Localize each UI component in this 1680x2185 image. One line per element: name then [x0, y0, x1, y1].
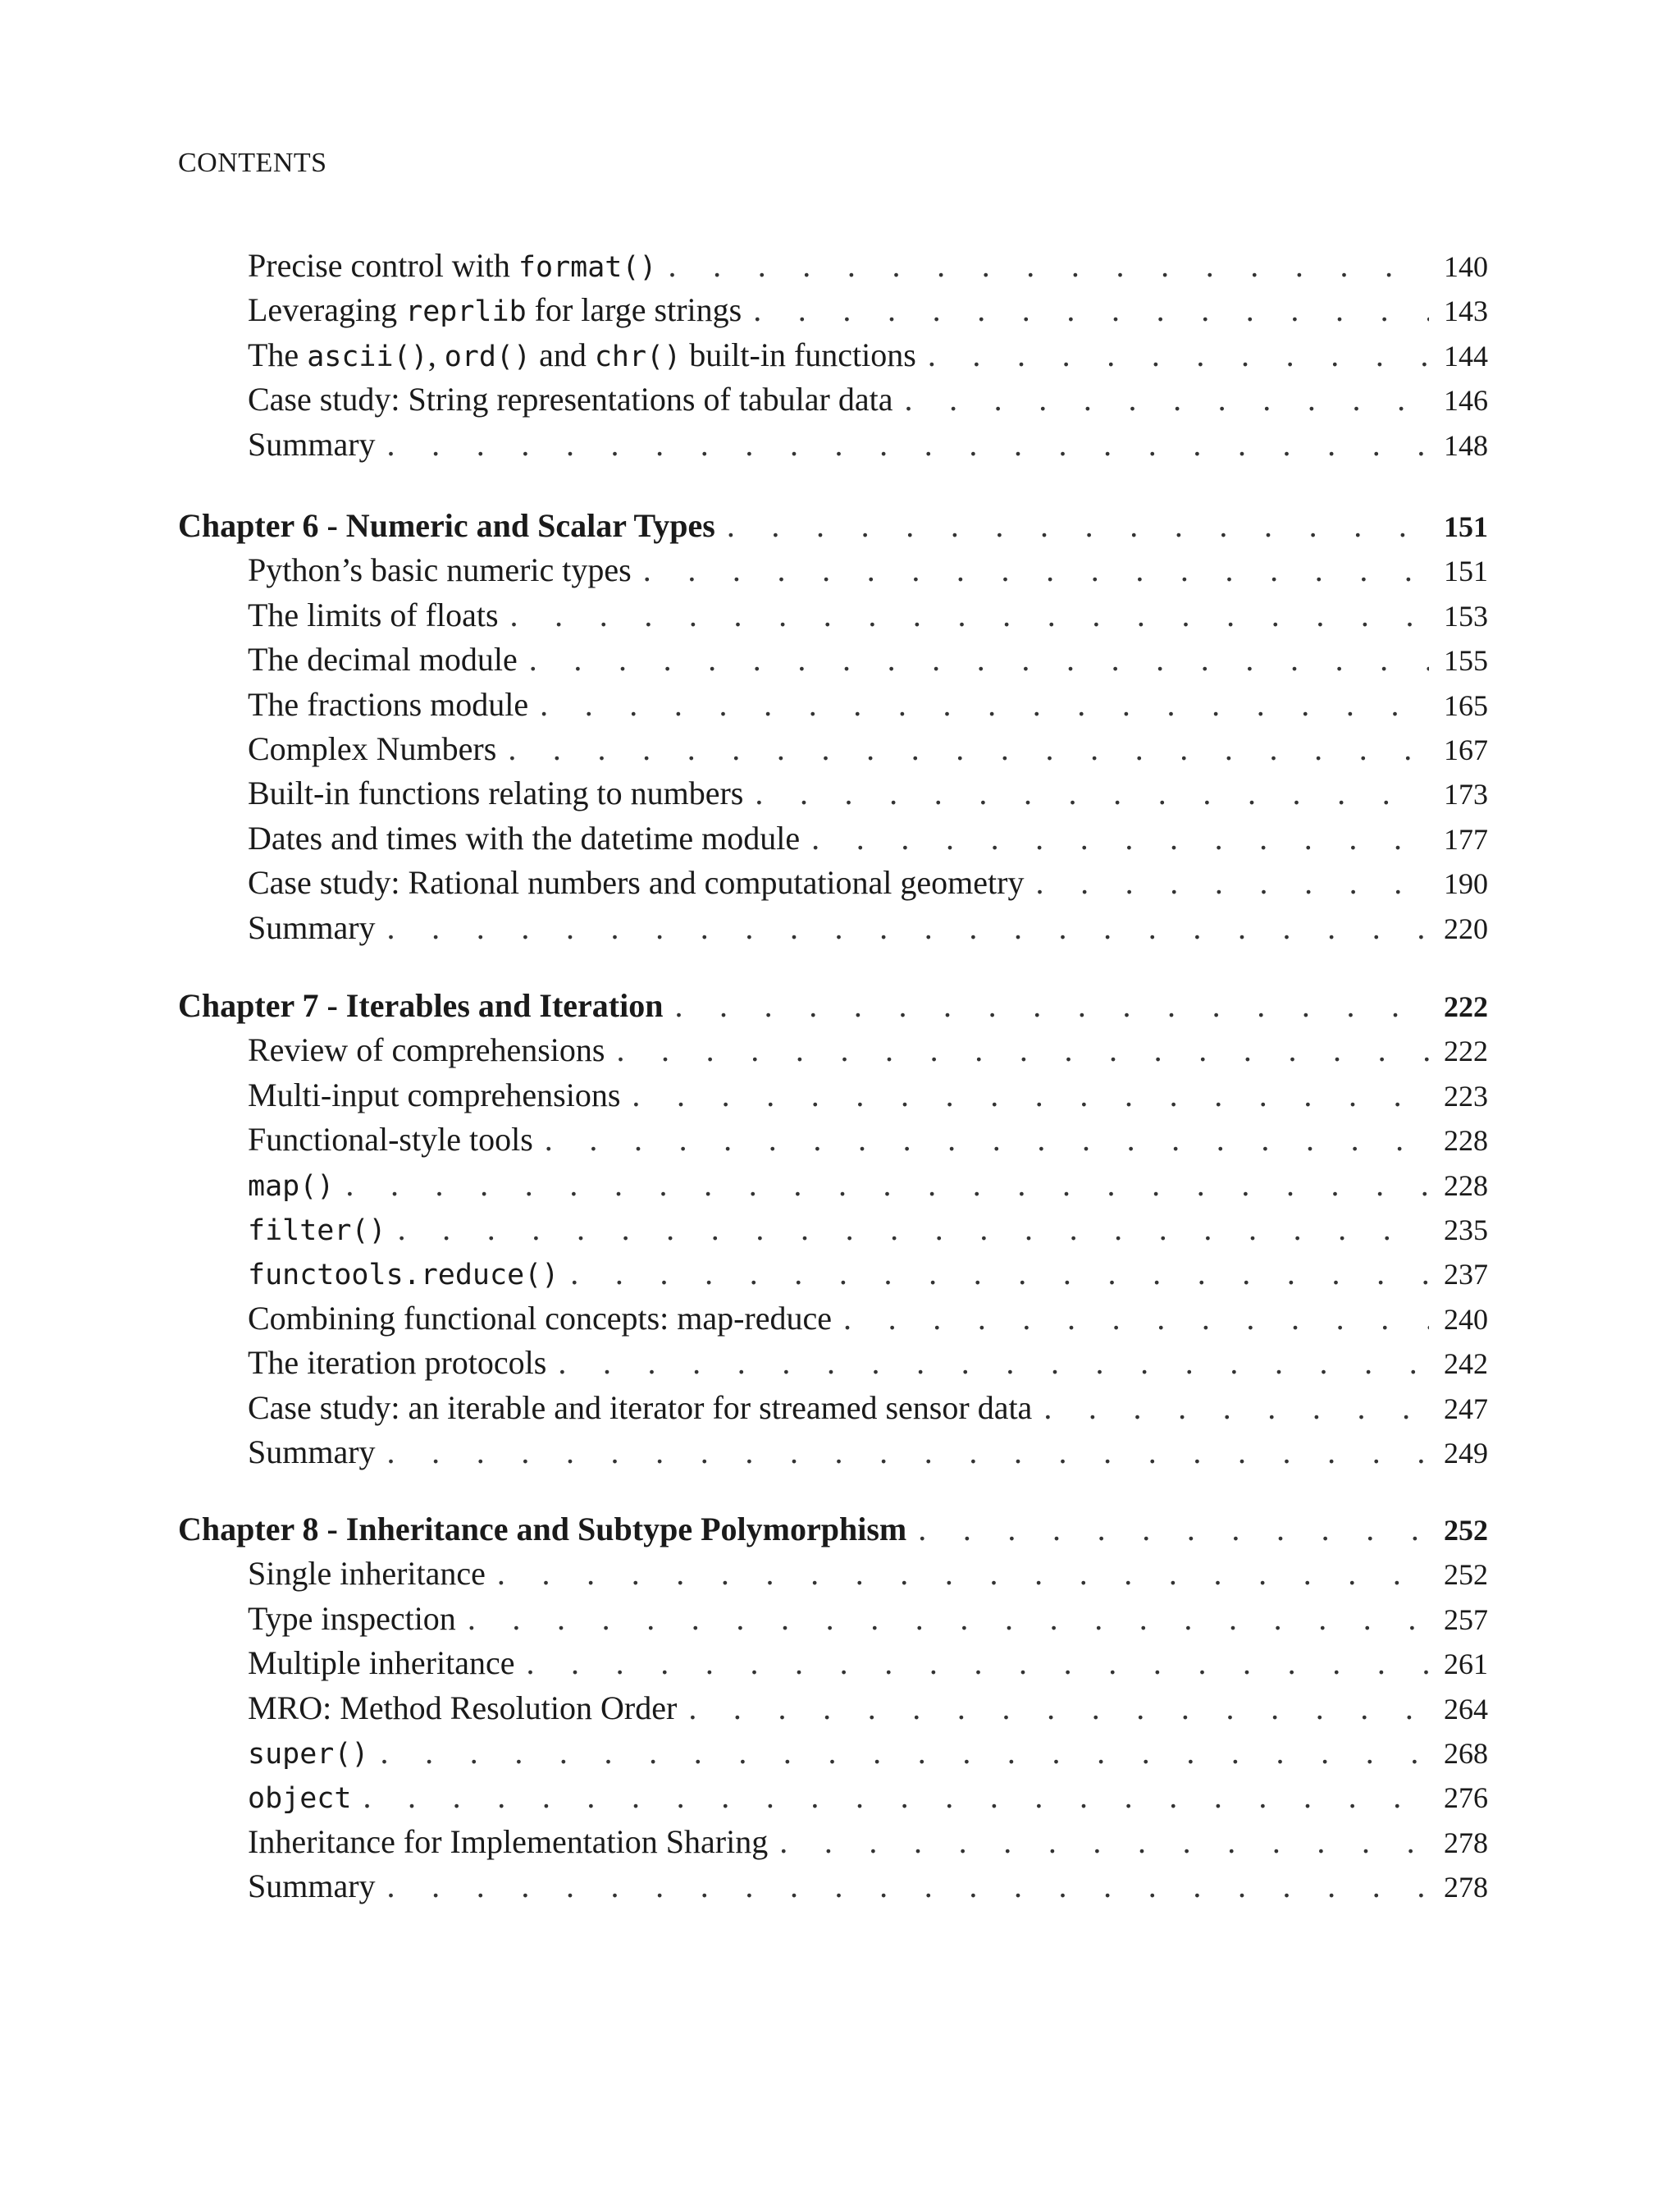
text-fragment: Case study: String representations of tabular data: [248, 381, 893, 418]
code-fragment: ascii(): [307, 340, 428, 373]
dot-leader: [669, 246, 1430, 285]
dot-leader: [387, 1433, 1429, 1471]
dot-leader: [688, 1689, 1429, 1727]
page-number: 237: [1444, 1258, 1488, 1291]
text-fragment: for large strings: [526, 291, 742, 329]
toc-section-entry[interactable]: [248, 1388, 1488, 1433]
text-fragment: Summary: [248, 425, 376, 463]
dot-leader: [904, 380, 1429, 418]
page-number: 249: [1444, 1437, 1488, 1470]
text-fragment: Built-in functions relating to numbers: [248, 775, 744, 812]
entry-title: [248, 1733, 369, 1771]
entry-title: [248, 1165, 334, 1204]
text-fragment: Inheritance for Implementation Sharing: [248, 1822, 769, 1860]
dot-leader: [529, 640, 1429, 679]
dot-leader: [387, 425, 1429, 464]
text-fragment: Chapter 8 - Inheritance and Subtype Polymorphism: [178, 1511, 907, 1547]
page-number: 155: [1444, 644, 1488, 678]
toc-section-entry[interactable]: [248, 1076, 1488, 1120]
toc-section-entry[interactable]: [248, 1643, 1488, 1688]
toc-section-entry[interactable]: [248, 729, 1488, 774]
entry-title: [248, 1209, 386, 1248]
dot-leader: [727, 506, 1429, 545]
page-number: 268: [1444, 1737, 1488, 1770]
code-fragment: format(): [518, 251, 657, 284]
code-fragment: chr(): [594, 340, 682, 373]
toc-section-entry[interactable]: [248, 1299, 1488, 1343]
code-fragment: super(): [248, 1738, 369, 1771]
toc-section-entry[interactable]: [248, 1777, 1488, 1822]
toc-section-entry[interactable]: [248, 640, 1488, 684]
page-number: 146: [1444, 384, 1488, 418]
dot-leader: [1035, 863, 1429, 902]
entry-title: [248, 1433, 376, 1471]
code-fragment: functools.reduce(): [248, 1259, 559, 1292]
code-fragment: object: [248, 1782, 352, 1816]
page-number: 165: [1444, 688, 1488, 722]
entry-title: [248, 290, 742, 329]
entry-title: [248, 425, 376, 464]
dot-leader: [1043, 1388, 1429, 1427]
entry-title: [248, 1299, 832, 1337]
toc-section-entry[interactable]: [248, 863, 1488, 907]
entry-title: [248, 819, 800, 857]
toc-section-entry[interactable]: [248, 1343, 1488, 1387]
entry-title: [248, 1388, 1032, 1427]
text-fragment: Summary: [248, 908, 376, 946]
page-number: 240: [1444, 1302, 1488, 1336]
page-number: 264: [1444, 1692, 1488, 1726]
page-number: 140: [1444, 250, 1488, 283]
page-number: 220: [1444, 912, 1488, 945]
toc-section-entry[interactable]: [248, 425, 1488, 469]
toc-section-entry[interactable]: [248, 1554, 1488, 1598]
page-number: 235: [1444, 1214, 1488, 1246]
page-number: 247: [1444, 1392, 1488, 1425]
page-number: 222: [1444, 990, 1488, 1023]
text-fragment: and: [531, 336, 595, 373]
dot-leader: [387, 908, 1429, 947]
entry-title: [178, 1510, 906, 1548]
text-fragment: Chapter 6 - Numeric and Scalar Types: [178, 507, 715, 544]
toc-section-entry[interactable]: [248, 908, 1488, 953]
text-fragment: Single inheritance: [248, 1555, 486, 1593]
toc-section-entry[interactable]: [248, 596, 1488, 640]
page-number: 222: [1444, 1035, 1488, 1068]
page-number: 261: [1444, 1648, 1488, 1681]
page-number: 167: [1444, 734, 1488, 766]
entry-title: [248, 685, 528, 724]
text-fragment: Python’s basic numeric types: [248, 551, 632, 589]
toc-section-entry[interactable]: [248, 1209, 1488, 1254]
code-fragment: ord(): [444, 340, 532, 373]
page-number: 278: [1444, 1871, 1488, 1904]
dot-leader: [616, 1031, 1429, 1069]
dot-leader: [643, 551, 1429, 589]
entry-title: [248, 1254, 559, 1292]
entry-title: [248, 1031, 605, 1069]
page-number: 190: [1444, 867, 1488, 901]
page-number: 151: [1444, 555, 1488, 588]
entry-title: [248, 908, 376, 947]
toc-section-entry[interactable]: [248, 1689, 1488, 1733]
page-number: 252: [1444, 1558, 1488, 1592]
text-fragment: built-in functions: [681, 336, 916, 373]
code-fragment: reprlib: [405, 295, 527, 329]
text-fragment: The fractions module: [248, 685, 529, 723]
toc-section-entry[interactable]: [248, 1031, 1488, 1075]
text-fragment: Summary: [248, 1867, 376, 1905]
dot-leader: [558, 1343, 1429, 1382]
text-fragment: Complex Numbers: [248, 730, 497, 767]
toc-section-entry[interactable]: [248, 336, 1488, 380]
running-head: CONTENTS: [178, 148, 327, 178]
entry-title: [248, 336, 916, 374]
page-number: 257: [1444, 1602, 1488, 1636]
page-number: 228: [1444, 1168, 1488, 1202]
entry-title: [248, 1777, 351, 1816]
page-number: 278: [1444, 1826, 1488, 1859]
text-fragment: The: [248, 336, 308, 373]
dot-leader: [526, 1643, 1429, 1682]
dot-leader: [779, 1822, 1429, 1861]
entry-title: [248, 380, 892, 418]
page-number: 173: [1444, 778, 1488, 811]
toc-chapter-entry[interactable]: [178, 986, 1488, 1031]
toc-section-entry[interactable]: [248, 685, 1488, 729]
dot-leader: [843, 1299, 1429, 1337]
entry-title: [248, 640, 518, 679]
text-fragment: Combining functional concepts: map-reduce: [248, 1299, 833, 1337]
entry-title: [248, 729, 496, 768]
entry-title: [248, 1822, 768, 1861]
entry-title: [248, 596, 499, 634]
code-fragment: filter(): [248, 1214, 386, 1247]
code-fragment: map(): [248, 1169, 335, 1203]
toc-section-entry[interactable]: [248, 1822, 1488, 1867]
text-fragment: Type inspection: [248, 1599, 456, 1637]
text-fragment: Case study: an iterable and iterator for streamed sensor data: [248, 1388, 1033, 1426]
entry-title: [248, 246, 657, 285]
dot-leader: [510, 596, 1429, 634]
page-number: 223: [1444, 1079, 1488, 1113]
toc-chapter-entry[interactable]: [178, 506, 1488, 551]
dot-leader: [508, 729, 1429, 768]
entry-title: [248, 1643, 514, 1682]
toc-chapter-entry[interactable]: [178, 1510, 1488, 1554]
dot-leader: [755, 774, 1429, 812]
entry-title: [178, 506, 715, 545]
page-number: 177: [1444, 822, 1488, 856]
dot-leader: [398, 1209, 1429, 1248]
toc-section-entry[interactable]: [248, 246, 1488, 290]
text-fragment: The iteration protocols: [248, 1344, 547, 1382]
text-fragment: Dates and times with the datetime module: [248, 819, 801, 857]
dot-leader: [918, 1510, 1429, 1548]
toc-section-entry[interactable]: [248, 1599, 1488, 1643]
entry-title: [248, 774, 743, 812]
entry-title: [248, 1343, 546, 1382]
text-fragment: Case study: Rational numbers and computational geometry: [248, 864, 1025, 902]
text-fragment: Functional-style tools: [248, 1121, 533, 1159]
dot-leader: [387, 1867, 1429, 1905]
page-number: 143: [1444, 295, 1488, 328]
toc-section-entry[interactable]: [248, 774, 1488, 818]
toc-section-entry[interactable]: [248, 1120, 1488, 1164]
toc-section-entry[interactable]: [248, 1254, 1488, 1298]
dot-leader: [497, 1554, 1429, 1593]
page-number: 148: [1444, 428, 1488, 462]
toc-section-entry[interactable]: [248, 819, 1488, 863]
entry-title: [248, 1867, 376, 1905]
text-fragment: Precise control with: [248, 247, 518, 284]
dot-leader: [928, 336, 1429, 374]
dot-leader: [540, 685, 1429, 724]
text-fragment: Review of comprehensions: [248, 1031, 605, 1069]
text-fragment: ,: [427, 336, 445, 373]
dot-leader: [632, 1076, 1429, 1114]
text-fragment: MRO: Method Resolution Order: [248, 1689, 678, 1726]
page-number: 228: [1444, 1124, 1488, 1158]
text-fragment: Multi-input comprehensions: [248, 1076, 621, 1113]
entry-title: [178, 986, 663, 1025]
text-fragment: The limits of floats: [248, 596, 499, 633]
text-fragment: Multiple inheritance: [248, 1644, 515, 1682]
toc-section-entry[interactable]: [248, 290, 1488, 335]
dot-leader: [345, 1165, 1429, 1204]
toc-section-entry[interactable]: [248, 380, 1488, 424]
toc-section-entry[interactable]: [248, 1733, 1488, 1777]
toc-section-entry[interactable]: [248, 1867, 1488, 1911]
entry-title: [248, 551, 632, 589]
entry-title: [248, 1076, 620, 1114]
text-fragment: The decimal module: [248, 641, 518, 679]
entry-title: [248, 1599, 456, 1638]
page-number: 144: [1444, 339, 1488, 373]
page-number: 276: [1444, 1781, 1488, 1815]
text-fragment: Summary: [248, 1433, 376, 1470]
entry-title: [248, 1689, 677, 1727]
dot-leader: [545, 1120, 1429, 1159]
dot-leader: [570, 1254, 1429, 1292]
toc-section-entry[interactable]: [248, 551, 1488, 595]
text-fragment: Chapter 7 - Iterables and Iteration: [178, 987, 664, 1024]
page-number: 252: [1444, 1514, 1488, 1547]
dot-leader: [468, 1599, 1429, 1638]
dot-leader: [363, 1777, 1429, 1816]
entry-title: [248, 1120, 533, 1159]
entry-title: [248, 863, 1024, 902]
toc-section-entry[interactable]: [248, 1433, 1488, 1477]
text-fragment: Leveraging: [248, 291, 406, 329]
toc-section-entry[interactable]: [248, 1165, 1488, 1209]
dot-leader: [753, 290, 1429, 329]
entry-title: [248, 1554, 486, 1593]
dot-leader: [381, 1733, 1429, 1771]
page-number: 153: [1444, 599, 1488, 633]
dot-leader: [811, 819, 1429, 857]
dot-leader: [674, 986, 1429, 1025]
page-number: 242: [1444, 1347, 1488, 1381]
page-number: 151: [1444, 510, 1488, 543]
